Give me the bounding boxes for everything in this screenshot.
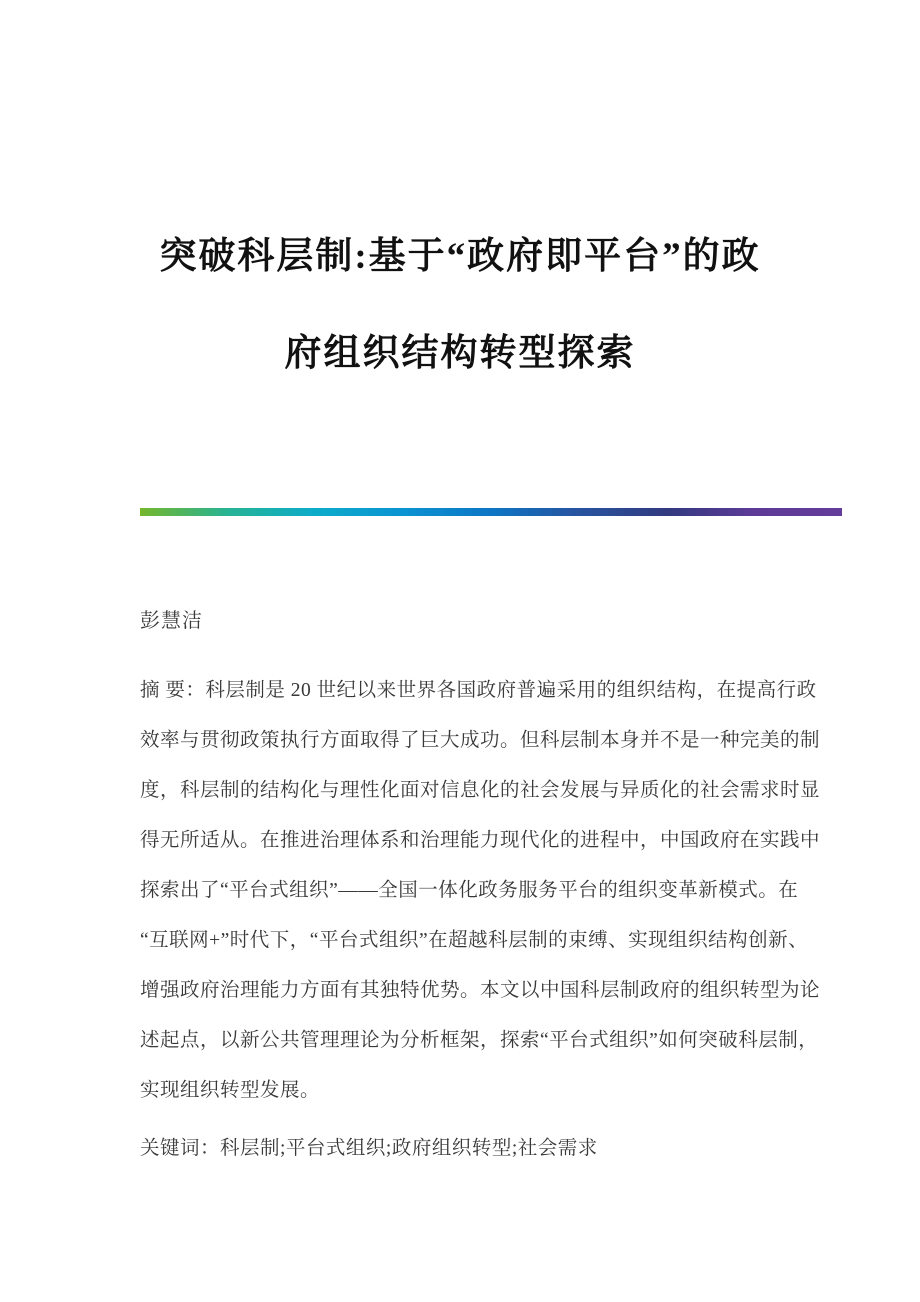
article-title-line-2: 府组织结构转型探索 [284, 333, 636, 374]
abstract-line: 实现组织转型发展。 [140, 1080, 321, 1101]
article-title [0, 0, 920, 402]
abstract-line: 摘 要：科层制是 20 世纪以来世界各国政府普遍采用的组织结构，在提高行政 [140, 680, 817, 701]
abstract-line: 度，科层制的结构化与理性化面对信息化的社会发展与异质化的社会需求时显 [140, 780, 821, 801]
keywords-line: 关键词：科层制;平台式组织;政府组织转型;社会需求 [140, 1138, 598, 1159]
abstract-line: 探索出了“平台式组织”——全国一体化政务服务平台的组织变革新模式。在 [140, 880, 799, 901]
abstract-line: 增强政府治理能力方面有其独特优势。本文以中国科层制政府的组织转型为论 [140, 980, 821, 1001]
abstract-line: “互联网+”时代下，“平台式组织”在超越科层制的束缚、实现组织结构创新、 [140, 930, 809, 951]
author-name: 彭慧洁 [140, 610, 203, 632]
gradient-divider [140, 508, 842, 516]
abstract-line: 效率与贯彻政策执行方面取得了巨大成功。但科层制本身并不是一种完美的制 [140, 730, 821, 751]
abstract-line: 得无所适从。在推进治理体系和治理能力现代化的进程中，中国政府在实践中 [140, 830, 821, 851]
abstract-section [140, 666, 821, 1116]
abstract-line: 述起点，以新公共管理理论为分析框架，探索“平台式组织”如何突破科层制， [140, 1030, 819, 1051]
article-title-line-1: 突破科层制:基于“政府即平台”的政 [159, 236, 761, 277]
